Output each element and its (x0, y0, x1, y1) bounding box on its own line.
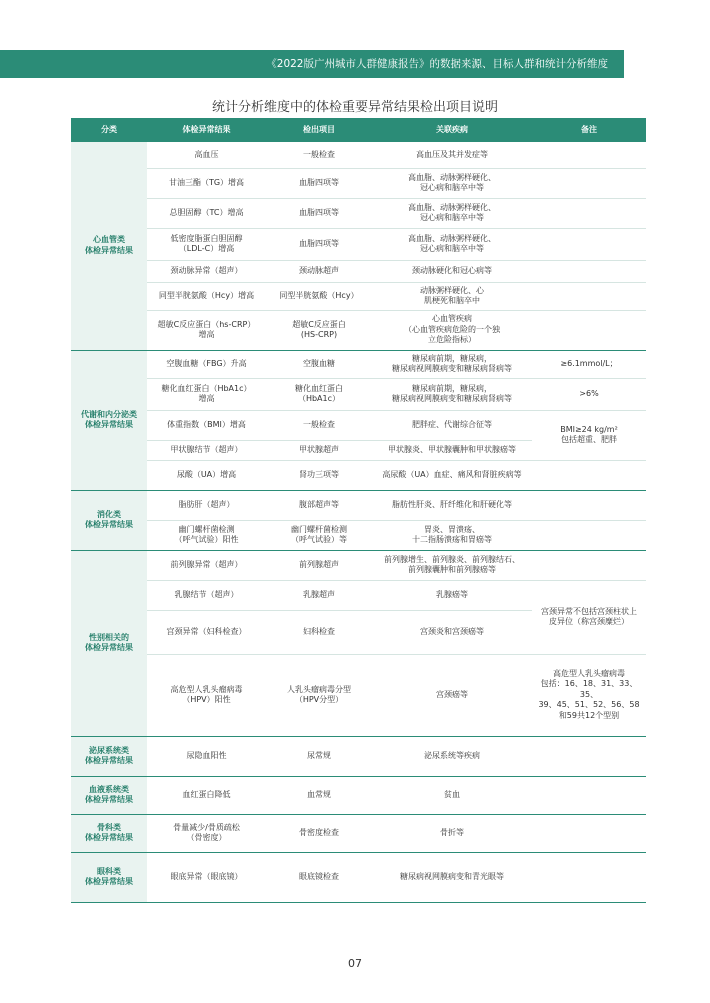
item-cell (266, 410, 372, 440)
category-cell (71, 814, 147, 852)
item-cell (266, 776, 372, 814)
cell-line: 体检异常结果 (85, 520, 133, 529)
cell-line: 同型半胱氨酸（Hcy）增高 (158, 290, 255, 300)
disease-cell (372, 282, 532, 310)
disease-cell (372, 490, 532, 520)
cell-line: 高危型人乳头瘤病毒 (553, 669, 625, 679)
cell-line: 乳腺癌等 (436, 589, 468, 599)
table-row (71, 142, 646, 168)
abnormal-results-table (71, 118, 646, 903)
note-cell (532, 310, 646, 350)
result-cell (147, 776, 266, 814)
cell-line: 颈动脉硬化和冠心病等 (412, 265, 492, 275)
result-cell (147, 490, 266, 520)
cell-line: 高血脂、动脉粥样硬化、 (408, 233, 496, 243)
disease-cell (372, 852, 532, 902)
note-cell (532, 260, 646, 282)
cell-line: 39、45、51、52、56、58 (538, 700, 640, 710)
result-cell (147, 520, 266, 550)
item-cell (266, 282, 372, 310)
disease-cell (372, 378, 532, 410)
cell-line: 甘油三酯（TG）增高 (168, 177, 245, 187)
result-cell (147, 350, 266, 378)
cell-line: 冠心病和脑卒中等 (420, 183, 484, 192)
item-cell (266, 520, 372, 550)
category-cell (71, 350, 147, 490)
cell-line: 幽门螺杆菌检测 (291, 524, 347, 534)
cell-line: 乳腺结节（超声） (174, 589, 239, 599)
table-header-row (71, 118, 646, 142)
table-row (71, 736, 646, 776)
cell-line: 脂肪肝（超声） (178, 499, 235, 509)
cell-line: 糖化血红蛋白（HbA1c） (161, 383, 252, 393)
cell-line: 超敏C反应蛋白（hs-CRP） (157, 319, 256, 329)
cell-line: 同型半胱氨酸（Hcy） (279, 290, 359, 300)
cell-line: 胃炎、胃溃疡、 (424, 524, 480, 534)
cell-line: 糖尿病视网膜病变和青光眼等 (400, 871, 504, 881)
cell-line: 贫血 (444, 789, 460, 799)
cell-line: （HPV分型） (294, 695, 344, 704)
cell-line: 乳腺超声 (303, 589, 335, 599)
table-row (71, 852, 646, 902)
category-cell (71, 142, 147, 350)
cell-line: 冠心病和脑卒中等 (420, 244, 484, 253)
table-row (71, 580, 646, 610)
cell-line: 肥胖症、代谢综合征等 (412, 419, 492, 429)
cell-line: 幽门螺杆菌检测 (178, 524, 235, 534)
cell-line: 糖尿病视网膜病变和糖尿病肾病等 (392, 394, 512, 403)
cell-line: 总胆固醇（TC）增高 (169, 207, 244, 217)
cell-line: 体检异常结果 (85, 833, 133, 842)
cell-line: 尿常规 (307, 750, 331, 760)
table-row (71, 282, 646, 310)
disease-cell (372, 350, 532, 378)
result-cell (147, 460, 266, 490)
cell-line: 高尿酸（UA）血症、痛风和肾脏疾病等 (382, 469, 522, 479)
cell-line: 骨密度检查 (299, 827, 339, 837)
table-row (71, 310, 646, 350)
item-cell (266, 550, 372, 580)
item-cell (266, 736, 372, 776)
cell-line: 血常规 (307, 789, 331, 799)
cell-line: 消化类 (97, 509, 121, 519)
table-row (71, 490, 646, 520)
column-header: 分类 (71, 118, 147, 142)
table-row (71, 814, 646, 852)
item-cell (266, 610, 372, 654)
table-row (71, 378, 646, 410)
cell-line: 肾功三项等 (299, 469, 339, 479)
cell-line: 皮异位（称宫颈糜烂） (549, 617, 629, 626)
disease-cell (372, 580, 532, 610)
result-cell (147, 410, 266, 440)
disease-cell (372, 736, 532, 776)
disease-cell (372, 550, 532, 580)
report-banner: 《2022版广州城市人群健康报告》的数据来源、目标人群和统计分析维度 (0, 50, 624, 78)
cell-line: 颈动脉异常（超声） (170, 265, 243, 275)
cell-line: 包括超重、肥胖 (561, 435, 617, 444)
cell-line: 骨折等 (440, 827, 464, 837)
column-header: 关联疾病 (372, 118, 532, 142)
cell-line: 血脂四项等 (299, 207, 339, 217)
note-cell (532, 580, 646, 654)
cell-line: 血液系统类 (89, 784, 129, 794)
note-cell (532, 460, 646, 490)
result-cell (147, 228, 266, 260)
cell-line: 体检异常结果 (85, 795, 133, 804)
result-cell (147, 260, 266, 282)
cell-line: ≥6.1mmol/L； (560, 358, 618, 368)
disease-cell (372, 520, 532, 550)
disease-cell (372, 228, 532, 260)
cell-line: 甲状腺超声 (299, 444, 339, 454)
item-cell (266, 852, 372, 902)
cell-line: 前列腺超声 (299, 559, 339, 569)
cell-line: (HS-CRP) (300, 330, 338, 339)
cell-line: 立危险指标） (428, 335, 476, 345)
note-cell (532, 520, 646, 550)
note-cell (532, 654, 646, 736)
cell-line: 性别相关的 (89, 632, 129, 642)
note-cell (532, 490, 646, 520)
disease-cell (372, 310, 532, 350)
cell-line: 血脂四项等 (299, 177, 339, 187)
cell-line: 妇科检查 (303, 626, 335, 636)
cell-line: 高血压及其并发症等 (416, 149, 488, 159)
note-cell (532, 168, 646, 198)
cell-line: 高血脂、动脉粥样硬化、 (408, 172, 496, 182)
cell-line: （LDL-C）增高 (178, 244, 235, 253)
cell-line: 和59共12个型别 (558, 710, 620, 720)
disease-cell (372, 460, 532, 490)
cell-line: 体检异常结果 (85, 877, 133, 886)
note-cell (532, 228, 646, 260)
cell-line: 糖尿病前期，糖尿病， (412, 383, 492, 393)
note-cell (532, 350, 646, 378)
table-row (71, 520, 646, 550)
table-row (71, 168, 646, 198)
cell-line: （呼气试验）等 (291, 535, 347, 544)
table-row (71, 550, 646, 580)
category-cell (71, 490, 147, 550)
result-cell (147, 168, 266, 198)
result-cell (147, 852, 266, 902)
item-cell (266, 168, 372, 198)
cell-line: BMI≥24 kg/m² (560, 424, 618, 434)
result-cell (147, 814, 266, 852)
cell-line: 宫颈异常不包括宫颈柱状上 (541, 606, 637, 616)
column-header: 检出项目 (266, 118, 372, 142)
cell-line: 前列腺增生、前列腺炎、前列腺结石、 (384, 554, 520, 564)
category-cell (71, 736, 147, 776)
cell-line: 眼底镜检查 (299, 871, 339, 881)
cell-line: 体检异常结果 (85, 420, 133, 429)
item-cell (266, 378, 372, 410)
cell-line: 动脉粥样硬化、心 (420, 285, 484, 295)
cell-line: 尿酸（UA）增高 (176, 469, 237, 479)
cell-line: 颈动脉超声 (299, 265, 339, 275)
cell-line: 空腹血糖（FBG）升高 (166, 358, 247, 368)
cell-line: 糖尿病前期，糖尿病， (412, 353, 492, 363)
table-row (71, 460, 646, 490)
cell-line: >6% (579, 388, 599, 398)
disease-cell (372, 654, 532, 736)
disease-cell (372, 814, 532, 852)
item-cell (266, 350, 372, 378)
item-cell (266, 142, 372, 168)
note-cell (532, 550, 646, 580)
cell-line: 骨量减少/骨质疏松 (173, 822, 240, 832)
cell-line: 腹部超声等 (299, 499, 339, 509)
cell-line: 甲状腺炎、甲状腺囊肿和甲状腺癌等 (388, 444, 516, 454)
cell-line: 一般检查 (303, 419, 335, 429)
table-row (71, 776, 646, 814)
result-cell (147, 282, 266, 310)
table-row (71, 654, 646, 736)
cell-line: 增高 (198, 330, 215, 339)
cell-line: 高危型人乳头瘤病毒 (170, 684, 243, 694)
disease-cell (372, 260, 532, 282)
cell-line: 宫颈炎和宫颈癌等 (420, 626, 484, 636)
cell-line: 泌尿系统等疾病 (424, 750, 480, 760)
cell-line: 前列腺囊肿和前列腺癌等 (408, 565, 496, 574)
result-cell (147, 550, 266, 580)
cell-line: 糖化血红蛋白 (295, 383, 343, 393)
item-cell (266, 228, 372, 260)
item-cell (266, 260, 372, 282)
result-cell (147, 198, 266, 228)
page-number: 07 (348, 957, 362, 970)
note-cell (532, 198, 646, 228)
note-cell (532, 736, 646, 776)
cell-line: （呼气试验）阳性 (174, 535, 239, 544)
result-cell (147, 440, 266, 460)
cell-line: 增高 (198, 394, 215, 403)
cell-line: 眼科类 (97, 866, 121, 876)
item-cell (266, 198, 372, 228)
category-cell (71, 776, 147, 814)
disease-cell (372, 440, 532, 460)
cell-line: 一般检查 (303, 149, 335, 159)
cell-line: 心血管类 (93, 235, 125, 245)
cell-line: 十二指肠溃疡和胃癌等 (412, 535, 492, 544)
result-cell (147, 654, 266, 736)
disease-cell (372, 410, 532, 440)
cell-line: 低密度脂蛋白胆固醇 (170, 233, 243, 243)
cell-line: 泌尿系统类 (89, 745, 129, 755)
cell-line: 体检异常结果 (85, 245, 133, 255)
table-row (71, 260, 646, 282)
cell-line: 高血压 (194, 149, 219, 159)
cell-line: （心血管疾病危险的一个独 (404, 324, 500, 334)
cell-line: 超敏C反应蛋白 (292, 319, 346, 329)
item-cell (266, 490, 372, 520)
cell-line: 眼底异常（眼底镜） (170, 871, 243, 881)
result-cell (147, 378, 266, 410)
table-row (71, 350, 646, 378)
result-cell (147, 610, 266, 654)
cell-line: 心血管疾病 (432, 314, 472, 324)
table-row (71, 198, 646, 228)
result-cell (147, 142, 266, 168)
column-header: 体检异常结果 (147, 118, 266, 142)
cell-line: 空腹血糖 (303, 358, 335, 368)
note-cell (532, 282, 646, 310)
cell-line: 宫颈癌等 (436, 689, 468, 699)
cell-line: 高血脂、动脉粥样硬化、 (408, 202, 496, 212)
result-cell (147, 736, 266, 776)
table-row (71, 410, 646, 440)
result-cell (147, 310, 266, 350)
cell-line: 脂肪性肝炎、肝纤维化和肝硬化等 (392, 499, 512, 509)
cell-line: 肌梗死和脑卒中 (424, 296, 480, 305)
cell-line: 血脂四项等 (299, 238, 339, 248)
column-header: 备注 (532, 118, 646, 142)
note-cell (532, 814, 646, 852)
cell-line: 冠心病和脑卒中等 (420, 213, 484, 222)
category-cell (71, 852, 147, 902)
disease-cell (372, 610, 532, 654)
item-cell (266, 654, 372, 736)
disease-cell (372, 142, 532, 168)
cell-line: （骨密度） (186, 833, 227, 842)
item-cell (266, 440, 372, 460)
cell-line: 体检异常结果 (85, 756, 133, 765)
cell-line: 代谢和内分泌类 (81, 409, 137, 419)
disease-cell (372, 168, 532, 198)
cell-line: 体检异常结果 (85, 643, 133, 652)
note-cell (532, 776, 646, 814)
item-cell (266, 580, 372, 610)
disease-cell (372, 198, 532, 228)
note-cell (532, 852, 646, 902)
note-cell (532, 410, 646, 460)
cell-line: 包括：16、18、31、33、35、 (540, 679, 638, 699)
result-cell (147, 580, 266, 610)
page-title: 统计分析维度中的体检重要异常结果检出项目说明 (211, 100, 498, 115)
cell-line: （HbA1c） (297, 394, 341, 403)
cell-line: 尿隐血阳性 (186, 750, 227, 760)
item-cell (266, 814, 372, 852)
item-cell (266, 310, 372, 350)
note-cell (532, 142, 646, 168)
cell-line: 体重指数（BMI）增高 (167, 419, 246, 429)
cell-line: 血红蛋白降低 (182, 789, 231, 799)
cell-line: 宫颈异常（妇科检查） (166, 626, 247, 636)
cell-line: （HPV）阳性 (182, 695, 231, 704)
cell-line: 甲状腺结节（超声） (170, 444, 243, 454)
item-cell (266, 460, 372, 490)
cell-line: 前列腺异常（超声） (170, 559, 243, 569)
note-cell (532, 378, 646, 410)
cell-line: 骨科类 (97, 822, 121, 832)
table-row (71, 228, 646, 260)
cell-line: 人乳头瘤病毒分型 (287, 684, 351, 694)
disease-cell (372, 776, 532, 814)
category-cell (71, 550, 147, 736)
cell-line: 糖尿病视网膜病变和糖尿病肾病等 (392, 364, 512, 373)
